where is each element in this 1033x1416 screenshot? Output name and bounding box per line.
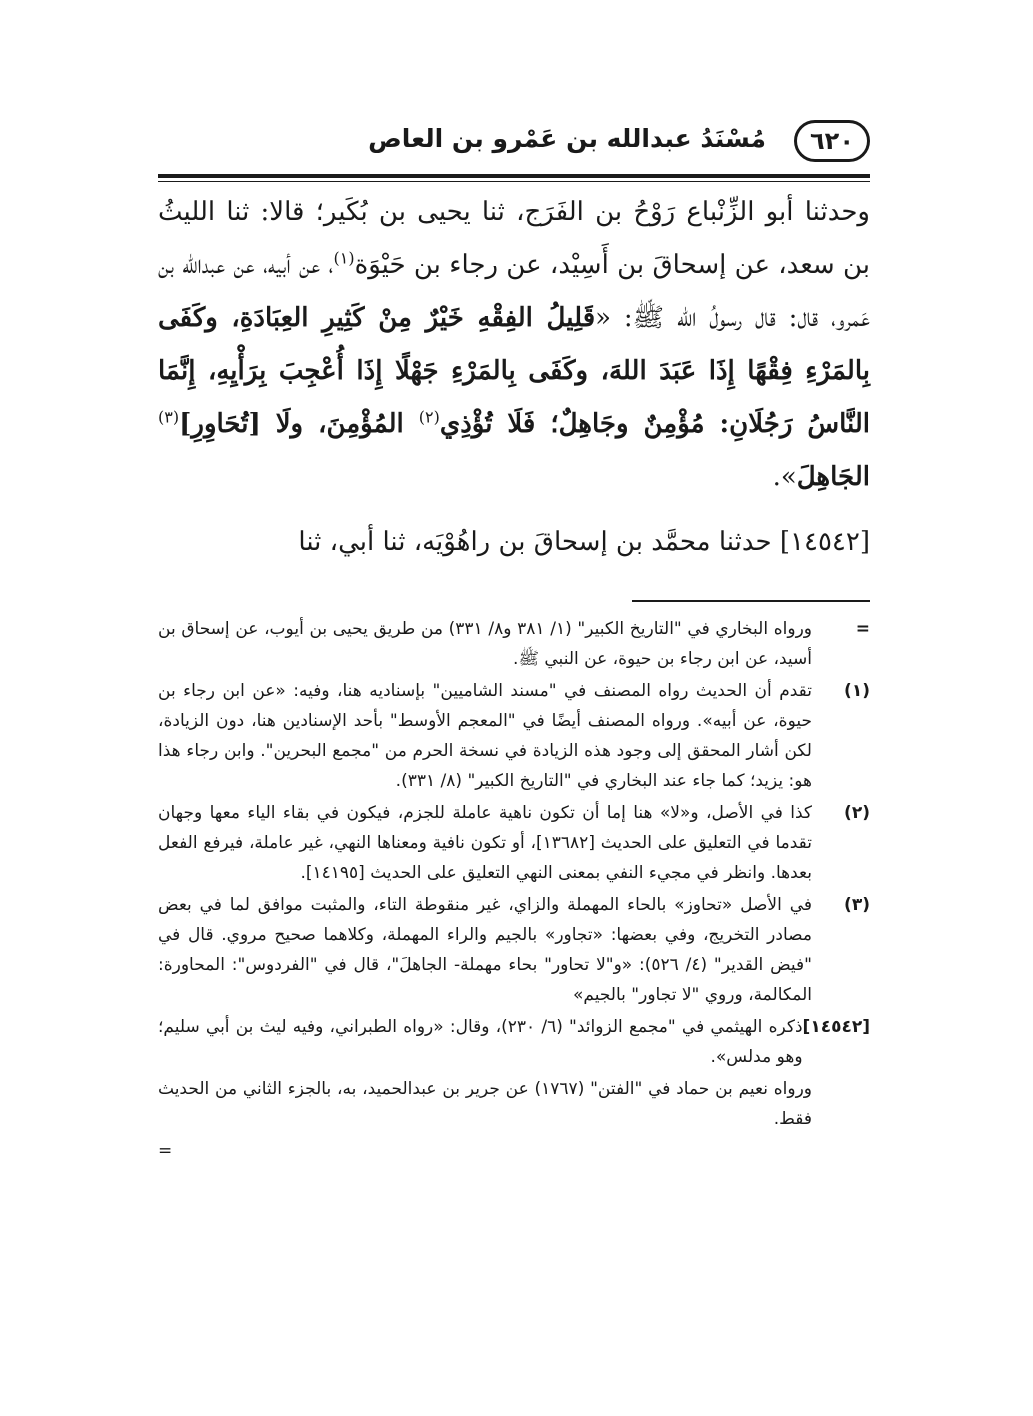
footnote-1 xyxy=(158,676,870,796)
footnote-text: كذا في الأصل، و«لا» هنا إما أن تكون ناهية عاملة للجزم، فيكون في بقاء الياء معها وجهان تقدما في التعليق على الحديث [١٣٦٨٢]، أو تكون نافية ومعناها النهي، غير عاملة، فيرفع الفعل بعدها. وانظر في مجيء النفي بمعنى النهي التعليق على الحديث [١٤١٩٥]. xyxy=(158,803,812,883)
footnote-separator xyxy=(632,600,870,602)
footnote-2 xyxy=(158,798,870,888)
header-rule-thick xyxy=(158,174,870,178)
footnotes xyxy=(158,614,870,1166)
footnote-text: ذكره الهيثمي في "مجمع الزوائد" (٦/ ٢٣٠)، وقال: «رواه الطبراني، وفيه ليث بن أبي سليم؛ وهو مدلس». xyxy=(158,1017,803,1067)
hadith-quote-part-c: الجَاهِلَ xyxy=(796,462,870,492)
footnote-14542-cont xyxy=(158,1074,870,1134)
continuation-marker: = xyxy=(158,1141,173,1161)
footnote-marker xyxy=(812,1074,870,1134)
footnote-ref-3: (٣) xyxy=(158,407,180,427)
main-text xyxy=(158,186,870,569)
header-rule-thin xyxy=(158,181,870,182)
isnad-continuation: ، عن أبيه، عن عبدالله بن عَمرو، قال: قال رسولُ الله ﷺ: « xyxy=(158,250,870,333)
footnote-3 xyxy=(158,890,870,1010)
page-header xyxy=(158,120,870,170)
footnote-marker: [١٤٥٤٢] xyxy=(802,1017,870,1037)
footnote-marker: (٣) xyxy=(844,895,870,915)
footnote-14542 xyxy=(158,1012,870,1072)
running-title: مُسْنَدُ عبدالله بن عَمْرو بن العاص xyxy=(368,124,766,153)
hadith-14542-start: [١٤٥٤٢] حدثنا محمَّد بن إسحاقَ بن راهُوْيَه، ثنا أبي، ثنا xyxy=(298,527,870,557)
hadith-paragraph xyxy=(158,186,870,504)
footnote-ref-2: (٢) xyxy=(418,407,440,427)
footnote-text: تقدم أن الحديث رواه المصنف في "مسند الشاميين" بإسناديه هنا، وفيه: «عن ابن رجاء بن حيوة، عن أبيه». ورواه المصنف أيضًا في "المعجم الأوسط" بأحد الإسنادين هنا، دون الزيادة، لكن أشار المحقق إلى وجود هذه الزيادة في نسخة الحرم من "مجمع البحرين". وابن رجاء هذا هو: يزيد؛ كما جاء عند البخاري في "التاريخ الكبير" (٨/ ٣٣١). xyxy=(158,681,812,791)
isnad-text: وحدثنا أبو الزِّنْباع رَوْحُ بن الفَرَج، ثنا يحيى بن بُكَير؛ قالا: ثنا الليثُ بن سعد، عن إسحاقَ بن أَسِيْد، عن رجاء بن حَيْوَة xyxy=(158,197,870,280)
hadith-quote-part-a: قَلِيلُ الفِقْهِ خَيْرٌ مِنْ كَثِيرِ العِبَادَةِ، وكَفَى بِالمَرْءِ فِقْهًا إِذَا عَبَدَ اللهَ، وكَفَى بِالمَرْءِ جَهْلًا إِذَا أُعْجِبَ بِرَأْيِهِ، إِنَّمَا النَّاسُ رَجُلَانِ: مُؤْمِنٌ وجَاهِلٌ؛ فَلَا تُؤْذِي xyxy=(158,303,870,439)
footnote-marker: = xyxy=(855,619,870,639)
footnote-marker: (٢) xyxy=(844,803,870,823)
footnote-text: في الأصل «تحاوز» بالحاء المهملة والزاي، غير منقوطة التاء، والمثبت موافق لما في بعض مصادر التخريج، وفي بعضها: «تجاور» بالجيم والراء المهملة، وكلاهما صحيح مروي. قال في "فيض القدير" (٤/ ٥٢٦): «و"لا تحاور" بحاء مهملة- الجاهلَ"، قال في "الفردوس": المحاورة: المكالمة، وروي "لا تجاور" بالجيم» xyxy=(158,895,812,1005)
page-number: ٦٢٠ xyxy=(794,120,870,162)
footnote-text: ورواه البخاري في "التاريخ الكبير" (١/ ٣٨١ و٨/ ٣٣١) من طريق يحيى بن أيوب، عن إسحاق بن أسيد، عن ابن رجاء بن حيوة، عن النبي ﷺ. xyxy=(158,619,812,669)
footnote-ref-1: (١) xyxy=(333,248,355,268)
footnote-marker: (١) xyxy=(844,681,870,701)
hadith-quote-part-b: المُؤْمِنَ، ولَا [تُحَاوِرِ] xyxy=(179,409,419,439)
footnote-continuation xyxy=(158,614,870,674)
quote-close: ». xyxy=(772,462,797,492)
footnote-text: ورواه نعيم بن حماد في "الفتن" (١٧٦٧) عن جرير بن عبدالحميد، به، بالجزء الثاني من الحديث فقط. xyxy=(158,1079,812,1129)
